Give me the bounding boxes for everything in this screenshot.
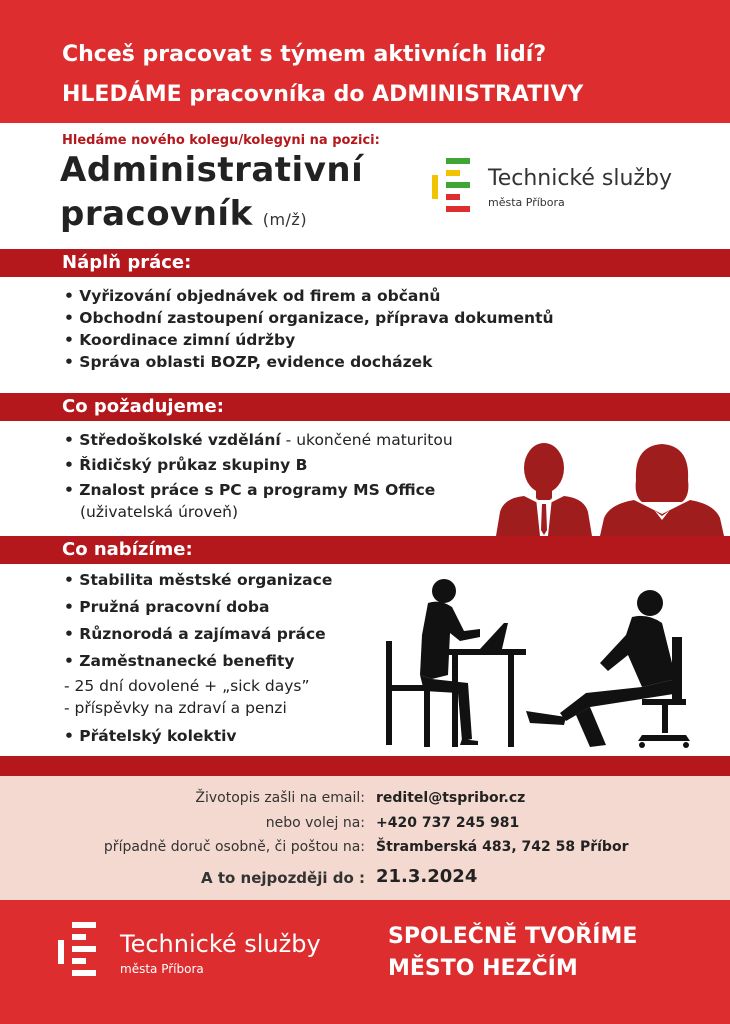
napln-list [64,285,554,373]
section-title-nabizime: Co nabízíme: [62,539,193,560]
list-item: • Různorodá a zajímavá práce [64,625,326,643]
footer-logo-sub: města Příbora [120,962,204,976]
list-item-bold: • Středoškolské vzdělání [64,431,281,449]
section-title-pozadujeme: Co požadujeme: [62,396,224,417]
people-silhouettes-icon [494,440,724,536]
logo-mark-icon [432,158,476,218]
section-bar-pozadujeme [0,393,730,421]
pozadujeme-list [64,428,453,521]
section-title-napln: Náplň práce: [62,252,192,273]
interview-silhouette-icon [380,575,700,755]
list-item: • Vyřizování objednávek od firem a občanů [64,287,441,305]
subheading: Hledáme nového kolegu/kolegyni na pozici: [62,133,380,148]
list-item: • Stabilita městské organizace [64,571,333,589]
logo-name: Technické služby [488,166,672,191]
list-item: • Obchodní zastoupení organizace, příprava dokumentů [64,309,554,327]
list-item: • Přátelský kolektiv [64,727,237,745]
banner-line-2: HLEDÁME pracovníka do ADMINISTRATIVY [62,82,584,107]
list-item: • Zaměstnanecké benefity [64,652,295,670]
section-bar-napln [0,249,730,277]
job-title-line-1: Administrativní [60,150,364,190]
deadline-label: A to nejpozději do : [201,869,365,887]
list-item: • Pružná pracovní doba [64,598,270,616]
phone-label: nebo volej na: [265,815,365,831]
list-item: • Správa oblasti BOZP, evidence docházek [64,353,433,371]
logo-mark-white-icon [58,922,102,984]
footer-logo-name: Technické služby [120,930,321,958]
job-title-line-2 [60,194,307,234]
slogan-line-2: MĚSTO HEZČÍM [388,956,578,981]
company-logo-top [432,158,712,218]
list-item-light: - ukončené maturitou [280,431,453,449]
list-item: • Koordinace zimní údržby [64,331,296,349]
list-item: • Znalost práce s PC a programy MS Office [64,481,436,499]
phone-value[interactable]: +420 737 245 981 [376,815,520,831]
list-item-note: (uživatelská úroveň) [80,503,239,521]
section-bar-nabizime [0,536,730,564]
address-label: případně doruč osobně, či poštou na: [103,839,365,855]
deadline-value: 21.3.2024 [376,866,478,887]
list-sub-item: - příspěvky na zdraví a penzi [64,699,287,717]
slogan-line-1: SPOLEČNĚ TVOŘÍME [388,924,638,949]
contact-box [0,776,730,900]
email-value[interactable]: reditel@tspribor.cz [376,790,526,806]
logo-sub: města Příbora [488,196,565,209]
list-sub-item: - 25 dní dovolené + „sick days” [64,677,310,695]
top-banner [0,0,730,123]
bottom-banner [0,900,730,1024]
gender-suffix: (m/ž) [262,210,308,229]
banner-line-1: Chceš pracovat s týmem aktivních lidí? [62,42,547,67]
list-item: • Řidičský průkaz skupiny B [64,456,308,474]
address-value: Štramberská 483, 742 58 Příbor [376,839,629,855]
nabizime-list [64,567,332,750]
separator-bar [0,756,730,776]
job-title-word: pracovník [60,194,253,234]
list-item [64,428,453,453]
email-label: Životopis zašli na email: [195,790,365,806]
